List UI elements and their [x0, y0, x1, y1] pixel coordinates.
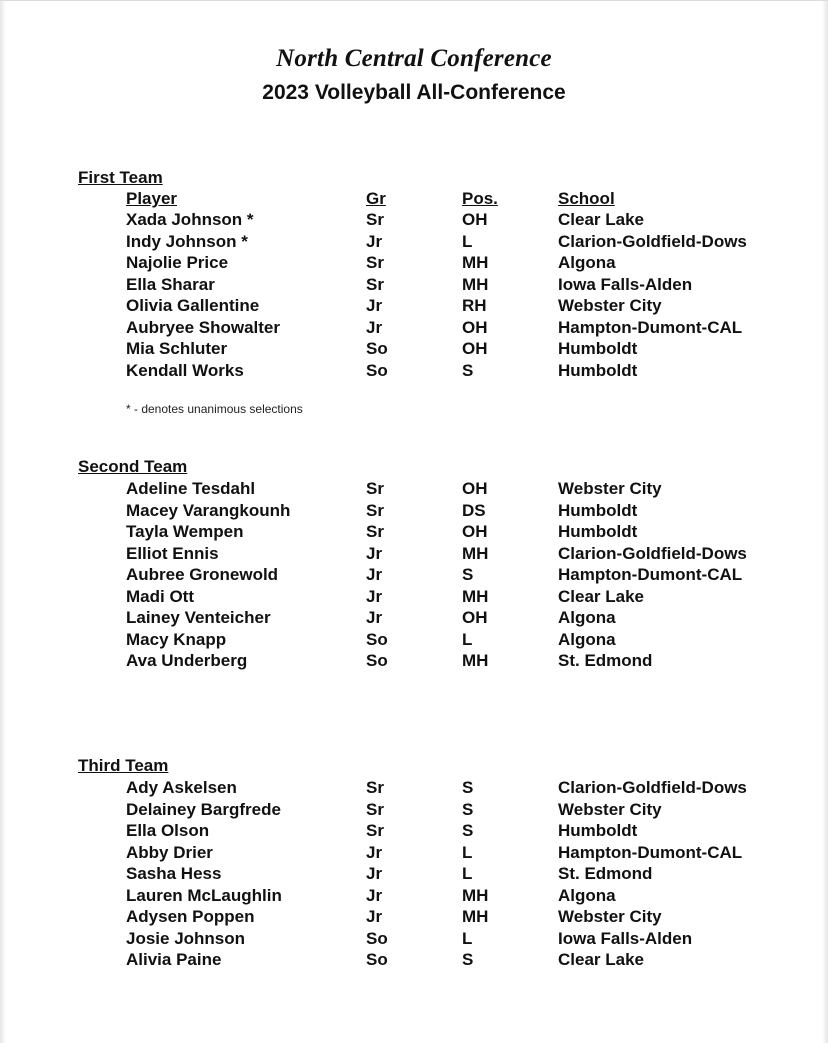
player-name: Olivia Gallentine	[126, 296, 260, 315]
player-name: Adysen Poppen	[126, 907, 255, 926]
player-grade: Sr	[366, 253, 384, 272]
player-name: Indy Johnson *	[126, 231, 248, 251]
player-school: Clarion-Goldfield-Dows	[558, 231, 747, 251]
player-school: Clarion-Goldfield-Dows	[558, 543, 747, 563]
player-position: L	[462, 928, 473, 948]
player-grade: Jr	[366, 842, 383, 862]
table-row	[0, 928, 828, 949]
player-school: Iowa Falls-Alden	[558, 274, 693, 294]
table-row	[0, 949, 828, 970]
player-grade: Jr	[366, 543, 383, 563]
player-position: L	[462, 864, 473, 883]
player-name: Elliot Ennis	[126, 543, 219, 563]
player-name: Ady Askelsen	[126, 778, 237, 797]
first-team-column-headers	[0, 188, 828, 209]
player-school: Algona	[558, 629, 616, 649]
third-team-heading: Third Team	[78, 756, 169, 775]
player-grade: Sr	[366, 778, 384, 797]
player-name: Adeline Tesdahl	[126, 479, 256, 498]
player-grade: Jr	[366, 907, 383, 926]
first-team-heading: First Team	[78, 168, 163, 187]
player-position: DS	[462, 500, 486, 520]
table-row	[0, 360, 828, 381]
player-name: Ava Underberg	[126, 651, 248, 670]
table-row	[0, 629, 828, 650]
table-row	[0, 274, 828, 295]
player-position: L	[462, 842, 473, 862]
player-grade: Sr	[366, 799, 384, 819]
table-row	[0, 521, 828, 542]
player-position: OH	[462, 210, 488, 229]
player-name: Lainey Venteicher	[126, 608, 271, 627]
player-grade: Jr	[366, 317, 383, 337]
table-row	[0, 543, 828, 564]
player-grade: So	[366, 651, 388, 670]
table-row	[0, 777, 828, 798]
player-grade: Sr	[366, 274, 384, 294]
player-grade: Jr	[366, 565, 383, 584]
player-name: Josie Johnson	[126, 928, 246, 948]
player-name: Delainey Bargfrede	[126, 799, 281, 819]
table-row	[0, 863, 828, 884]
table-row	[0, 799, 828, 820]
player-name: Madi Ott	[126, 586, 194, 606]
player-school: Algona	[558, 885, 616, 905]
player-school: Humboldt	[558, 500, 638, 520]
player-position: OH	[462, 522, 488, 541]
player-position: L	[462, 231, 473, 251]
player-school: Hampton-Dumont-CAL	[558, 842, 743, 862]
table-row	[0, 564, 828, 585]
player-name: Lauren McLaughlin	[126, 885, 282, 905]
player-grade: Jr	[366, 885, 383, 905]
player-name: Mia Schluter	[126, 339, 228, 358]
player-name: Kendall Works	[126, 360, 244, 380]
player-name: Ella Sharar	[126, 274, 215, 294]
player-grade: So	[366, 360, 388, 380]
player-school: Hampton-Dumont-CAL	[558, 565, 743, 584]
player-position: MH	[462, 907, 489, 926]
player-school: Humboldt	[558, 360, 638, 380]
player-position: OH	[462, 339, 488, 358]
player-position: MH	[462, 586, 489, 606]
player-grade: Jr	[366, 296, 383, 315]
player-position: MH	[462, 274, 489, 294]
player-school: Humboldt	[558, 522, 638, 541]
player-grade: Jr	[366, 864, 383, 883]
table-row	[0, 500, 828, 521]
table-row	[0, 820, 828, 841]
player-school: Humboldt	[558, 339, 638, 358]
player-grade: So	[366, 928, 388, 948]
player-school: Clear Lake	[558, 586, 644, 606]
player-position: L	[462, 629, 473, 649]
player-grade: Jr	[366, 608, 383, 627]
player-position: RH	[462, 296, 487, 315]
player-grade: Jr	[366, 231, 383, 251]
player-position: MH	[462, 651, 489, 670]
player-name: Macy Knapp	[126, 629, 227, 649]
player-school: Clear Lake	[558, 210, 644, 229]
player-school: St. Edmond	[558, 864, 653, 883]
player-school: Algona	[558, 608, 616, 627]
player-grade: Sr	[366, 210, 384, 229]
player-position: S	[462, 778, 474, 797]
player-name: Abby Drier	[126, 842, 213, 862]
player-name: Aubree Gronewold	[126, 565, 279, 584]
player-grade: Sr	[366, 821, 384, 840]
player-name: Najolie Price	[126, 253, 229, 272]
player-position: OH	[462, 317, 488, 337]
player-position: S	[462, 565, 474, 584]
player-school: Clarion-Goldfield-Dows	[558, 778, 747, 797]
column-header-grade: Gr	[366, 189, 386, 208]
player-position: MH	[462, 253, 489, 272]
table-row	[0, 906, 828, 927]
player-school: Clear Lake	[558, 950, 644, 969]
column-header-school: School	[558, 189, 615, 208]
player-position: MH	[462, 543, 489, 563]
player-school: Webster City	[558, 296, 662, 315]
player-name: Sasha Hess	[126, 864, 222, 883]
player-grade: So	[366, 339, 388, 358]
player-name: Xada Johnson *	[126, 210, 254, 229]
second-team-heading: Second Team	[78, 457, 188, 476]
player-name: Macey Varangkounh	[126, 500, 291, 520]
player-name: Alivia Paine	[126, 950, 222, 969]
player-position: OH	[462, 608, 488, 627]
player-grade: Jr	[366, 586, 383, 606]
player-grade: Sr	[366, 479, 384, 498]
player-school: Webster City	[558, 799, 662, 819]
player-name: Aubryee Showalter	[126, 317, 280, 337]
player-school: Webster City	[558, 907, 662, 926]
column-header-player: Player	[126, 189, 178, 208]
player-school: Hampton-Dumont-CAL	[558, 317, 743, 337]
table-row	[0, 317, 828, 338]
table-row	[0, 650, 828, 671]
player-grade: So	[366, 629, 388, 649]
table-row	[0, 295, 828, 316]
player-position: MH	[462, 885, 489, 905]
player-school: Webster City	[558, 479, 662, 498]
table-row	[0, 252, 828, 273]
player-school: Algona	[558, 253, 616, 272]
table-row	[0, 231, 828, 252]
unanimous-footnote: * - denotes unanimous selections	[126, 402, 303, 416]
table-row	[0, 607, 828, 628]
player-grade: Sr	[366, 522, 384, 541]
document-title: North Central Conference	[276, 45, 552, 72]
table-row	[0, 338, 828, 359]
table-row	[0, 885, 828, 906]
table-row	[0, 842, 828, 863]
player-position: OH	[462, 479, 488, 498]
player-position: S	[462, 799, 474, 819]
player-school: Iowa Falls-Alden	[558, 928, 693, 948]
player-position: S	[462, 950, 474, 969]
player-school: St. Edmond	[558, 651, 653, 670]
player-name: Tayla Wempen	[126, 522, 244, 541]
player-school: Humboldt	[558, 821, 638, 840]
player-grade: So	[366, 950, 388, 969]
table-row	[0, 478, 828, 499]
player-position: S	[462, 821, 474, 840]
table-row	[0, 586, 828, 607]
player-name: Ella Olson	[126, 821, 210, 840]
table-row	[0, 209, 828, 230]
player-grade: Sr	[366, 500, 384, 520]
column-header-position: Pos.	[462, 189, 498, 208]
document-subtitle: 2023 Volleyball All-Conference	[262, 81, 566, 104]
player-position: S	[462, 360, 474, 380]
